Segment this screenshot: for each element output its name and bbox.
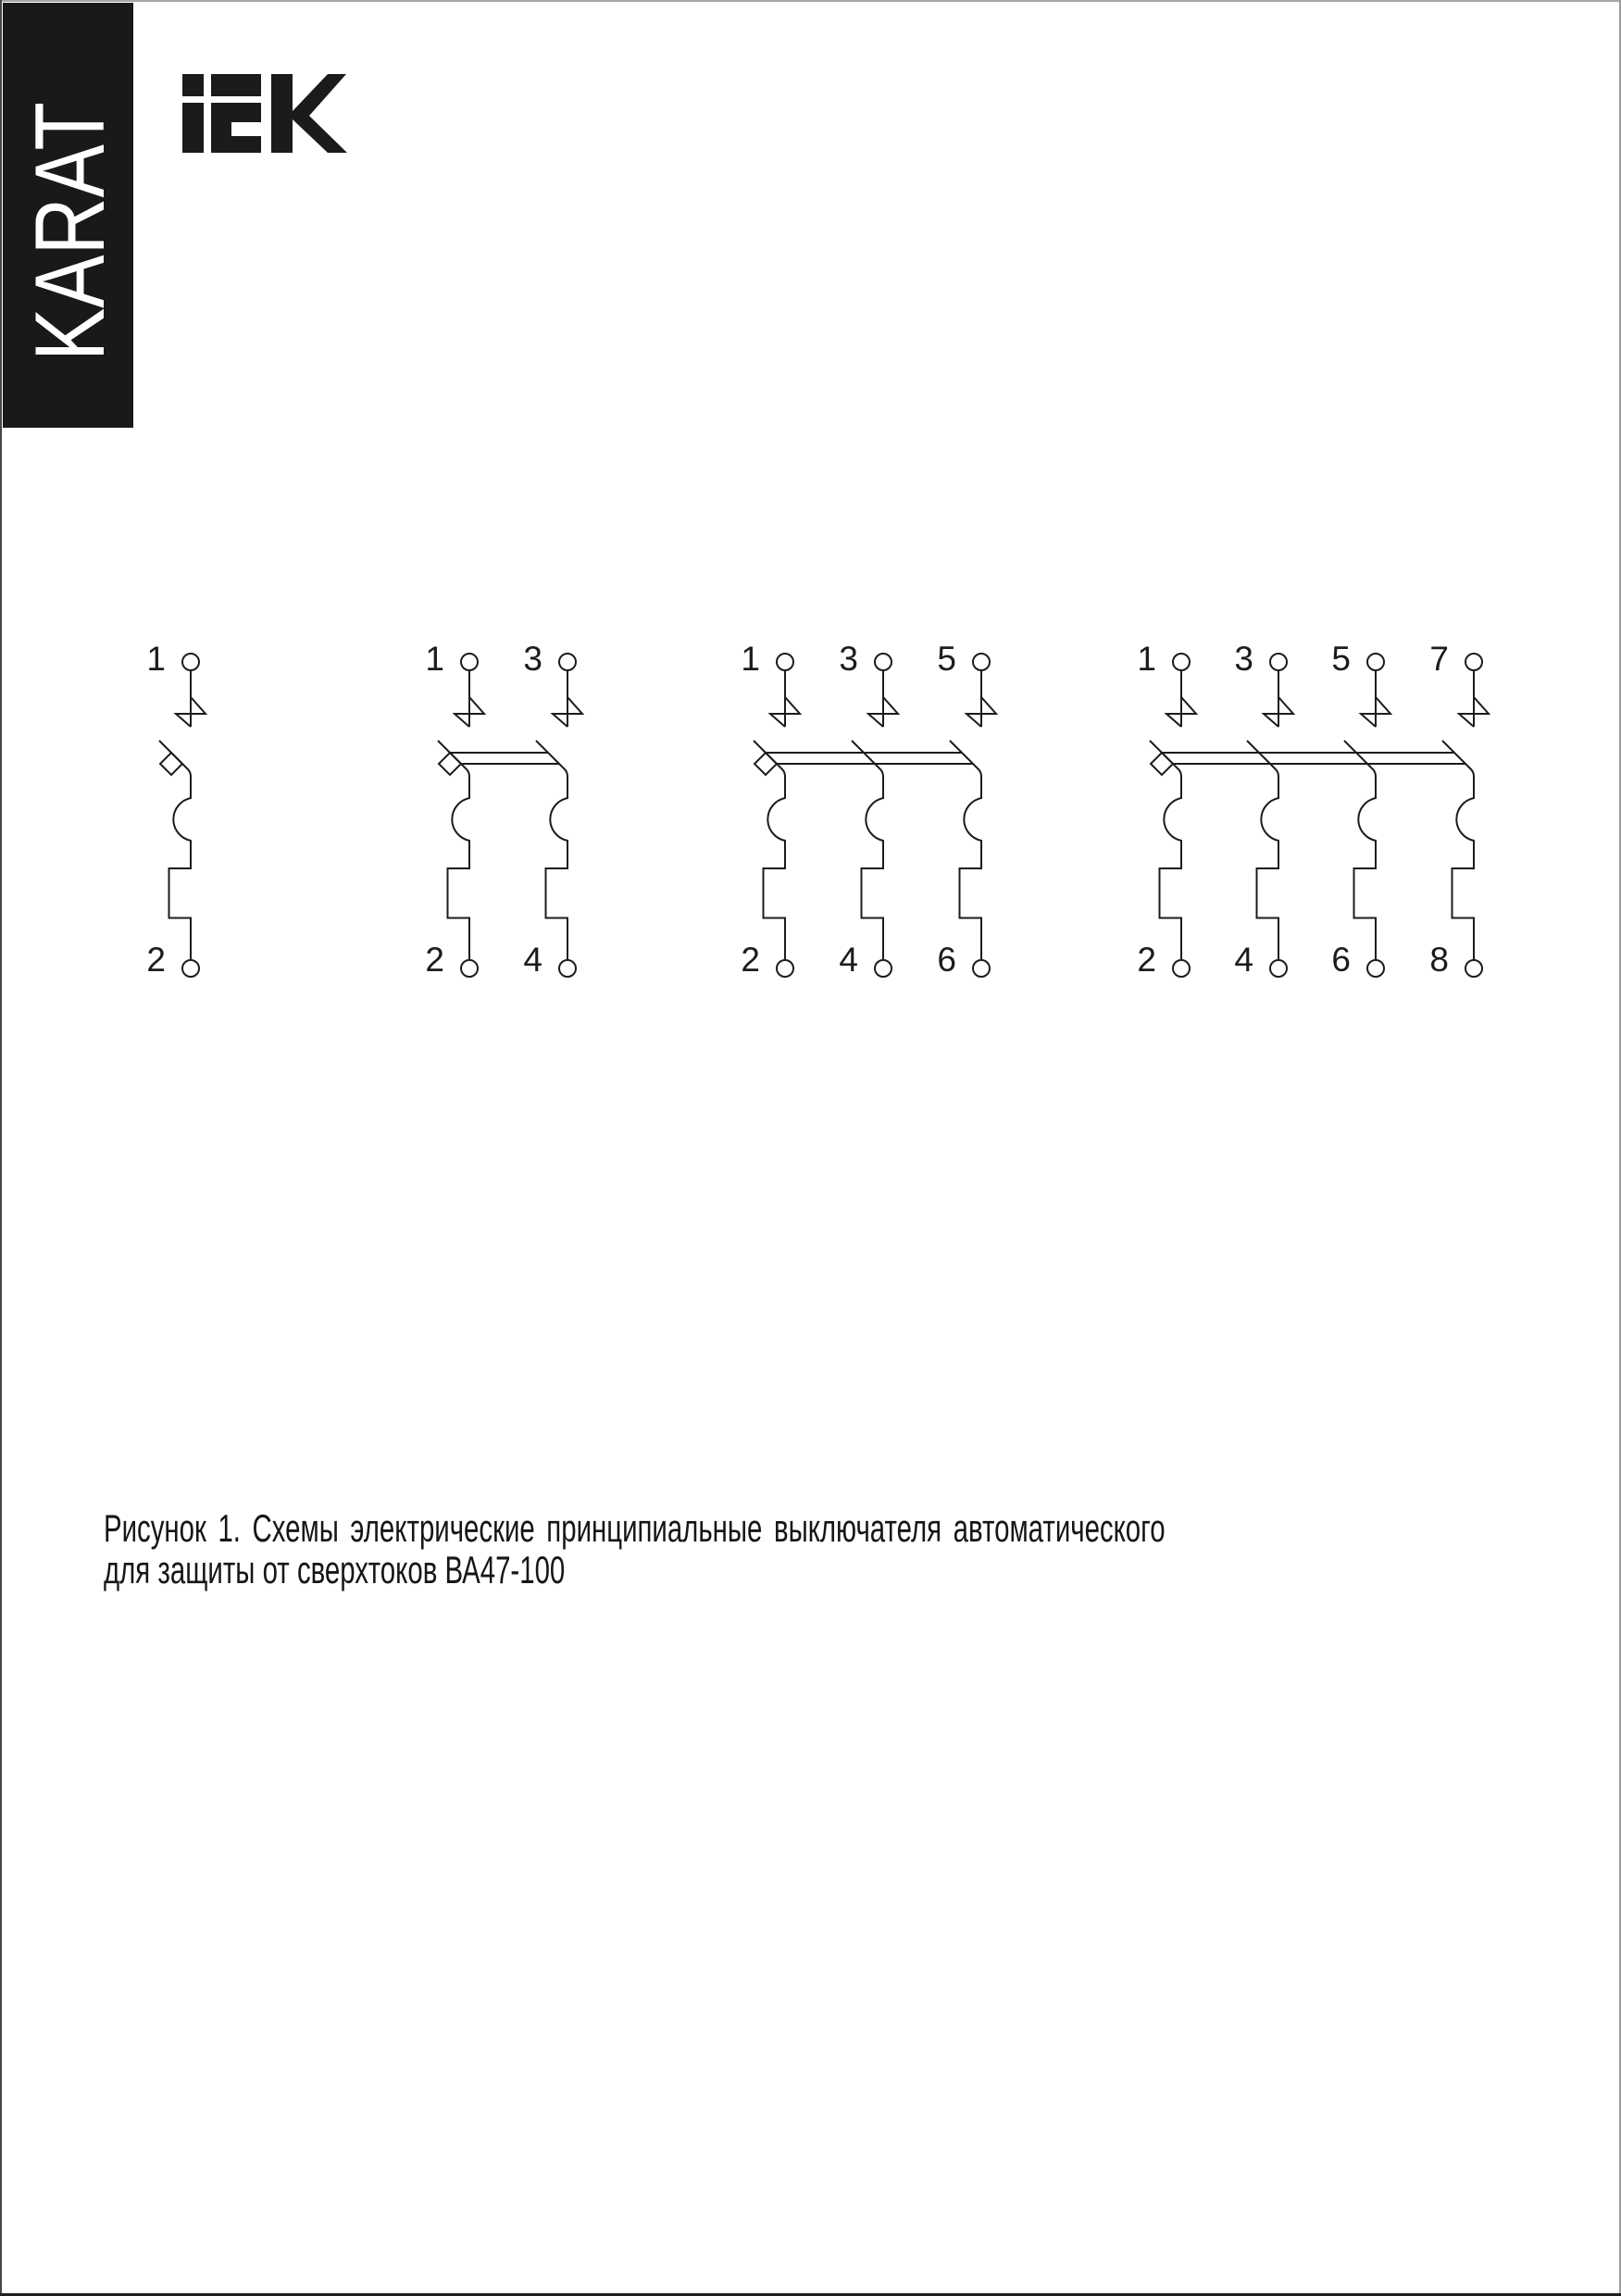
breaker-1pole xyxy=(146,640,206,979)
breaker-contact-symbol xyxy=(1459,670,1489,727)
terminal-bottom-circle xyxy=(182,960,199,977)
release-diamond xyxy=(439,753,461,775)
terminal-label-top: 1 xyxy=(425,640,444,678)
breaker-contact-symbol xyxy=(966,670,996,727)
terminal-bottom-circle xyxy=(1270,960,1287,977)
terminal-label-bottom: 2 xyxy=(425,941,444,979)
terminal-label-bottom: 6 xyxy=(937,941,956,979)
terminal-top-circle xyxy=(559,654,576,670)
terminal-label-bottom: 4 xyxy=(839,941,858,979)
breaker-contact-symbol xyxy=(1361,670,1390,727)
figure-caption-line-1: Рисунок 1. Схемы электрические принципиальные выключателя автоматического xyxy=(104,1506,1166,1550)
terminal-bottom-circle xyxy=(777,960,793,977)
pole-body-path xyxy=(159,741,191,960)
terminal-bottom-circle xyxy=(1367,960,1384,977)
pole-body-path xyxy=(950,741,981,960)
terminal-label-top: 7 xyxy=(1429,640,1449,678)
pole-body-path xyxy=(1442,741,1474,960)
terminal-top-circle xyxy=(461,654,478,670)
terminal-label-top: 1 xyxy=(146,640,166,678)
terminal-label-bottom: 4 xyxy=(1234,941,1253,979)
terminal-label-bottom: 8 xyxy=(1429,941,1449,979)
terminal-label-bottom: 6 xyxy=(1331,941,1351,979)
pole-body-path xyxy=(536,741,567,960)
figure-caption-line-2: для защиты от сверхтоков ВА47-100 xyxy=(104,1548,566,1591)
breaker-contact-symbol xyxy=(1166,670,1196,727)
breaker-2pole xyxy=(425,640,582,979)
pole-body-path xyxy=(852,741,883,960)
terminal-label-bottom: 2 xyxy=(1137,941,1156,979)
breaker-4pole xyxy=(1137,640,1489,979)
terminal-bottom-circle xyxy=(1465,960,1482,977)
terminal-label-top: 3 xyxy=(523,640,542,678)
breaker-3pole xyxy=(741,640,996,979)
breaker-contact-symbol xyxy=(176,670,206,727)
terminal-bottom-circle xyxy=(461,960,478,977)
terminal-top-circle xyxy=(777,654,793,670)
terminal-label-top: 5 xyxy=(937,640,956,678)
breaker-contact-symbol xyxy=(770,670,800,727)
terminal-label-bottom: 2 xyxy=(146,941,166,979)
terminal-top-circle xyxy=(875,654,892,670)
breaker-contact-symbol xyxy=(553,670,582,727)
terminal-bottom-circle xyxy=(559,960,576,977)
karat-label: KARAT xyxy=(14,38,125,361)
pole-body-path xyxy=(1150,741,1181,960)
breaker-contact-symbol xyxy=(1264,670,1293,727)
terminal-top-circle xyxy=(973,654,990,670)
pole-body-path xyxy=(1344,741,1376,960)
pole-body-path xyxy=(754,741,785,960)
terminal-label-top: 5 xyxy=(1331,640,1351,678)
release-diamond xyxy=(1151,753,1173,775)
terminal-label-top: 3 xyxy=(1234,640,1253,678)
figure-caption xyxy=(104,1507,1166,1591)
breaker-contact-symbol xyxy=(868,670,898,727)
terminal-top-circle xyxy=(1465,654,1482,670)
terminal-label-bottom: 2 xyxy=(741,941,760,979)
breaker-contact-symbol xyxy=(455,670,484,727)
terminal-top-circle xyxy=(1173,654,1190,670)
pole-body-path xyxy=(1247,741,1278,960)
pole-body-path xyxy=(438,741,469,960)
terminal-bottom-circle xyxy=(1173,960,1190,977)
release-diamond xyxy=(160,753,182,775)
terminal-label-top: 1 xyxy=(1137,640,1156,678)
terminal-bottom-circle xyxy=(973,960,990,977)
terminal-label-top: 3 xyxy=(839,640,858,678)
terminal-top-circle xyxy=(182,654,199,670)
terminal-top-circle xyxy=(1270,654,1287,670)
terminal-label-top: 1 xyxy=(741,640,760,678)
terminal-top-circle xyxy=(1367,654,1384,670)
release-diamond xyxy=(754,753,777,775)
terminal-label-bottom: 4 xyxy=(523,941,542,979)
terminal-bottom-circle xyxy=(875,960,892,977)
